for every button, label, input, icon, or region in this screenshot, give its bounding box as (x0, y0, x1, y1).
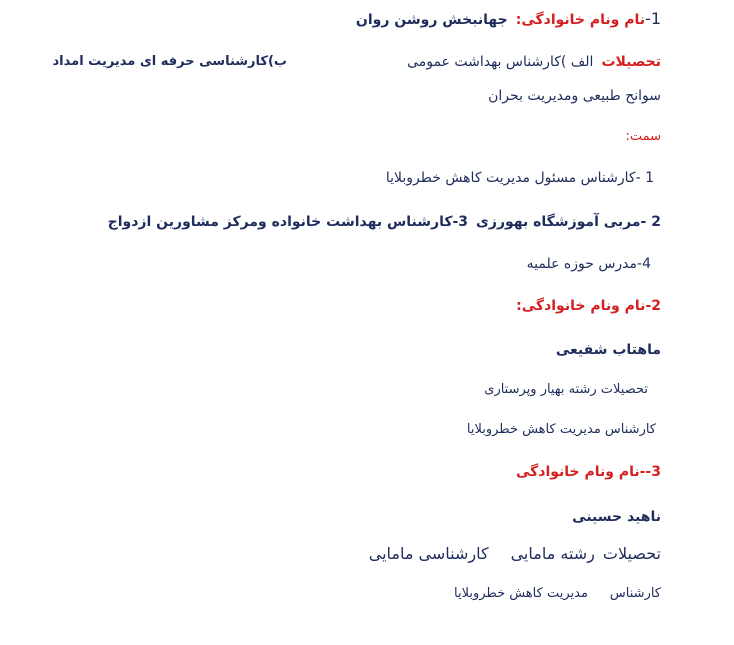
family1-position-3: 3-کارشناس بهداشت خانواده ومرکز مشاورین ازدواج (107, 214, 469, 230)
family1-position-1: 1 -کارشناس مسئول مدیریت کاهش خطروبلایا (385, 170, 654, 186)
family1-education-b-continued: سوانح طبیعی ومدیریت بحران (488, 88, 661, 104)
family3-heading: 3--نام ونام خانوادگی (515, 464, 661, 480)
family1-education-a: الف )کارشناس بهداشت عمومی (407, 54, 594, 70)
family2-name: ماهتاب شفیعی (555, 342, 661, 358)
family2-job: کارشناس مدیریت کاهش خطروبلایا (466, 422, 656, 437)
family3-education-label: تحصیلات (602, 544, 661, 563)
family3-education-degree: کارشناسی مامایی (368, 544, 489, 563)
family3-education-line (369, 544, 661, 564)
family1-education-label: تحصیلات (601, 54, 661, 70)
family3-name: ناهید حسینی (572, 509, 661, 525)
family2-education: تحصیلات رشته بهیار وپرستاری (484, 382, 648, 397)
family3-job-line (454, 584, 661, 604)
family1-name: جهانبخش روشن روان (355, 12, 508, 28)
family2-heading: 2-نام ونام خانوادگی: (516, 298, 661, 314)
family1-position-2: -مربی آموزشگاه بهورزی (476, 214, 647, 230)
family1-position-2-3 (108, 212, 661, 232)
family1-education-b: ب)کارشناسی حرفه ای مدیریت امداد (52, 54, 287, 69)
family1-position-4: 4-مدرس حوزه علمیه (526, 256, 651, 272)
family1-heading-line (356, 9, 661, 30)
family1-education-line (407, 52, 661, 72)
family1-heading-number: 1- (645, 9, 661, 28)
family1-position-2-number: 2 (651, 214, 661, 230)
family3-education-field: رشته مامایی (510, 544, 595, 563)
family1-heading-label: نام ونام خانوادگی: (515, 12, 646, 28)
family3-job-title: کارشناس (609, 586, 661, 601)
family1-position-label: سمت: (625, 129, 661, 144)
family3-job-dept: مدیریت کاهش خطروبلایا (454, 586, 588, 601)
